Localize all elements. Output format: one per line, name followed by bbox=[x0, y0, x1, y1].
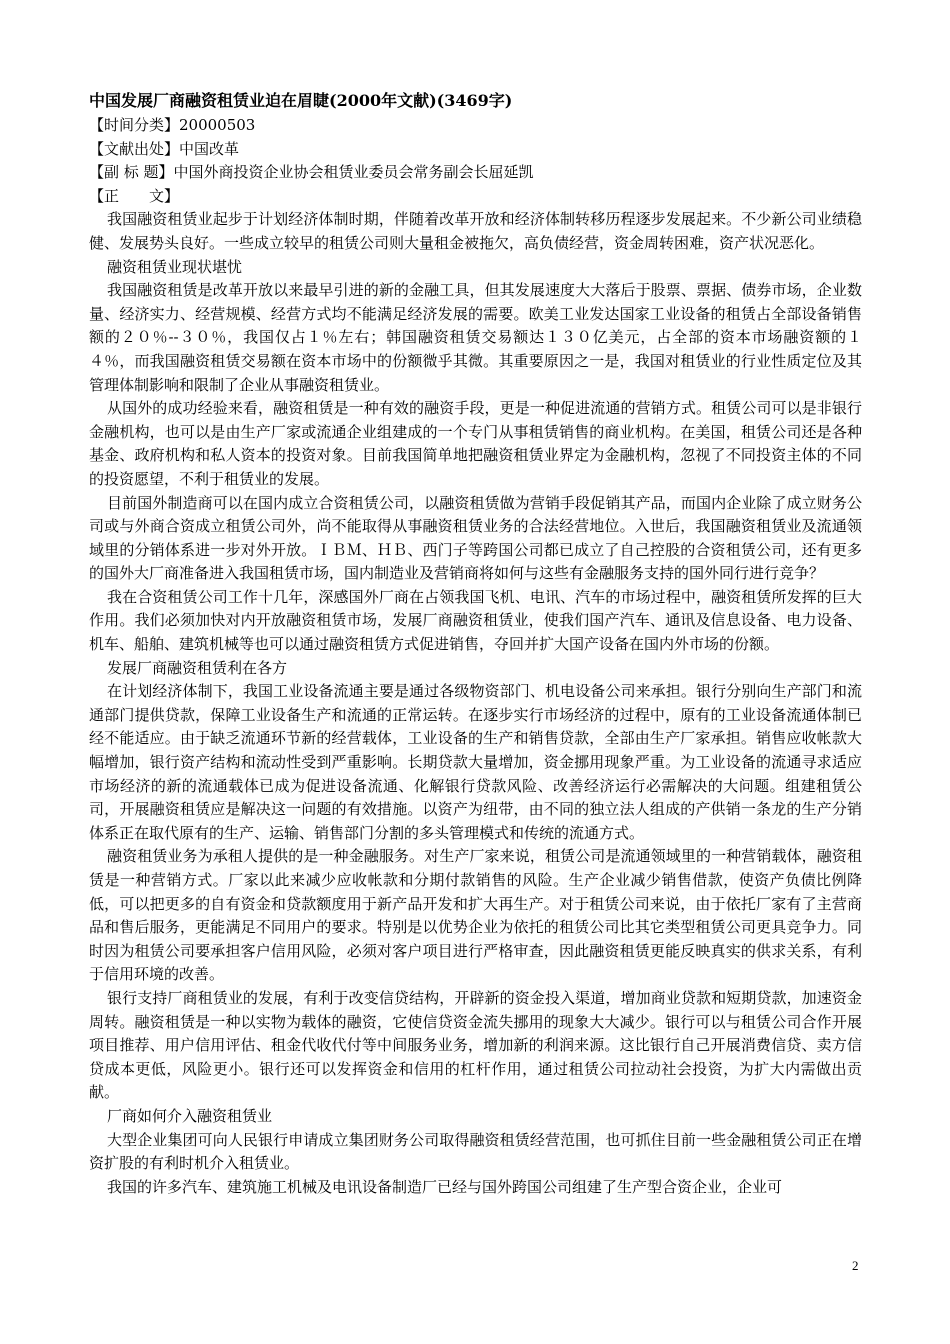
meta-source: 【文献出处】中国改革 bbox=[89, 139, 240, 158]
paragraph: 我国融资租赁业起步于计划经济体制时期，伴随着改革开放和经济体制转移历程逐步发展起来。不少新公司业绩稳健、发展势头良好。一些成立较早的租赁公司则大量租金被拖欠，高负债经营，资金周转困难，资产状况恶化。 bbox=[89, 210, 862, 252]
section-heading: 融资租赁业现状堪忧 bbox=[107, 257, 243, 276]
section-heading: 发展厂商融资租赁利在各方 bbox=[107, 658, 288, 677]
paragraph: 大型企业集团可向人民银行申请成立集团财务公司取得融资租赁经营范围，也可抓住目前一些金融租赁公司正在增资扩股的有利时机介入租赁业。 bbox=[89, 1130, 862, 1173]
paragraph: 我国融资租赁是改革开放以来最早引进的新的金融工具，但其发展速度大大落后于股票、票据、债券市场，企业数量、经济实力、经营规模、经营方式均不能满足经济发展的需要。欧美工业发达国家工业设备的租赁占全部设备销售额的２０％--３０％，我国仅占１％左右；韩国融资租赁交易额达１３０亿美元，占全部的资本市场融资额的１４％，而我国融资租赁交易额在资本市场中的份额微乎其微。其重要原因之一是，我国对租赁业的行业性质定位及其管理体制影响和限制了企业从事融资租赁业。 bbox=[89, 281, 862, 394]
page-number: 2 bbox=[852, 1258, 859, 1273]
document-title: 中国发展厂商融资租赁业迫在眉睫(2000年文献)(3469字) bbox=[89, 91, 513, 110]
document-body bbox=[89, 89, 862, 1199]
meta-subtitle: 【副 标 题】中国外商投资企业协会租赁业委员会常务副会长屈延凯 bbox=[89, 163, 534, 182]
paragraph: 我在合资租赁公司工作十几年，深感国外厂商在占领我国飞机、电讯、汽车的市场过程中，融资租赁所发挥的巨大作用。我们必须加快对内开放融资租赁市场，发展厂商融资租赁业，使我们国产汽车、通讯及信息设备、电力设备、机车、船舶、建筑机械等也可以通过融资租赁方式促进销售，夺回并扩大国产设备在国内外市场的份额。 bbox=[89, 587, 862, 654]
paragraph: 我国的许多汽车、建筑施工机械及电讯设备制造厂已经与国外跨国公司组建了生产型合资企业，企业可 bbox=[107, 1177, 783, 1196]
paragraph: 目前国外制造商可以在国内成立合资租赁公司，以融资租赁做为营销手段促销其产品，而国内企业除了成立财务公司或与外商合资成立租赁公司外，尚不能取得从事融资租赁业务的合法经营地位。入世后，我国融资租赁业及流通领域里的分销体系进一步对外开放。ＩＢＭ、ＨＢ、西门子等跨国公司都已成立了自己控股的合资租赁公司，还有更多的国外大厂商准备进入我国租赁市场，国内制造业及营销商将如何与这些有金融服务支持的国外同行进行竞争？ bbox=[89, 493, 862, 583]
section-heading: 厂商如何介入融资租赁业 bbox=[107, 1106, 273, 1125]
meta-body-label: 【正 文】 bbox=[89, 186, 180, 205]
paragraph: 从国外的成功经验来看，融资租赁是一种有效的融资手段，更是一种促进流通的营销方式。租赁公司可以是非银行金融机构，也可以是由生产厂家或流通企业组建成的一个专门从事租赁销售的商业机构。在美国，租赁公司还是各种基金、政府机构和私人资本的投资对象。目前我国简单地把融资租赁业界定为金融机构，忽视了不同投资主体的不同的投资愿望，不利于租赁业的发展。 bbox=[89, 399, 862, 488]
meta-time-category: 【时间分类】20000503 bbox=[89, 116, 256, 134]
paragraph: 银行支持厂商租赁业的发展，有利于改变信贷结构，开辟新的资金投入渠道，增加商业贷款和短期贷款，加速资金周转。融资租赁是一种以实物为载体的融资，它使信贷资金流失挪用的现象大大减少。银行可以与租赁公司合作开展项目推荐、用户信用评估、租金代收代付等中间服务业务，增加新的利润来源。这比银行自己开展消费信贷、卖方信贷成本更低，风险更小。银行还可以发挥资金和信用的杠杆作用，通过租赁公司拉动社会投资，为扩大内需做出贡献。 bbox=[89, 988, 862, 1102]
paragraph: 在计划经济体制下，我国工业设备流通主要是通过各级物资部门、机电设备公司来承担。银行分别向生产部门和流通部门提供贷款，保障工业设备生产和流通的正常运转。在逐步实行市场经济的过程中，原有的工业设备流通体制已经不能适应。由于缺乏流通环节新的经营载体，工业设备的生产和销售贷款，全部由生产厂家承担。销售应收帐款大幅增加，银行资产结构和流动性受到严重影响。长期贷款大量增加，资金挪用现象严重。为工业设备的流通寻求适应市场经济的新的流通载体已成为促进设备流通、化解银行贷款风险、改善经济运行必需解决的大问题。组建租赁公司，开展融资租赁应是解决这一问题的有效措施。以资产为纽带，由不同的独立法人组成的产供销一条龙的生产分销体系正在取代原有的生产、运输、销售部门分割的多头管理模式和传统的流通方式。 bbox=[89, 682, 862, 842]
paragraph: 融资租赁业务为承租人提供的是一种金融服务。对生产厂家来说，租赁公司是流通领域里的一种营销载体，融资租赁是一种营销方式。厂家以此来减少应收帐款和分期付款销售的风险。生产企业减少销售借款，使资产负债比例降低，可以把更多的自有资金和贷款额度用于新产品开发和扩大再生产。对于租赁公司来说，由于依托厂家有了主营商品和售后服务，更能满足不同用户的要求。特别是以优势企业为依托的租赁公司比其它类型租赁公司更具竞争力。同时因为租赁公司要承担客户信用风险，必须对客户项目进行严格审查，因此融资租赁更能反映真实的供求关系，有利于信用环境的改善。 bbox=[89, 847, 862, 984]
